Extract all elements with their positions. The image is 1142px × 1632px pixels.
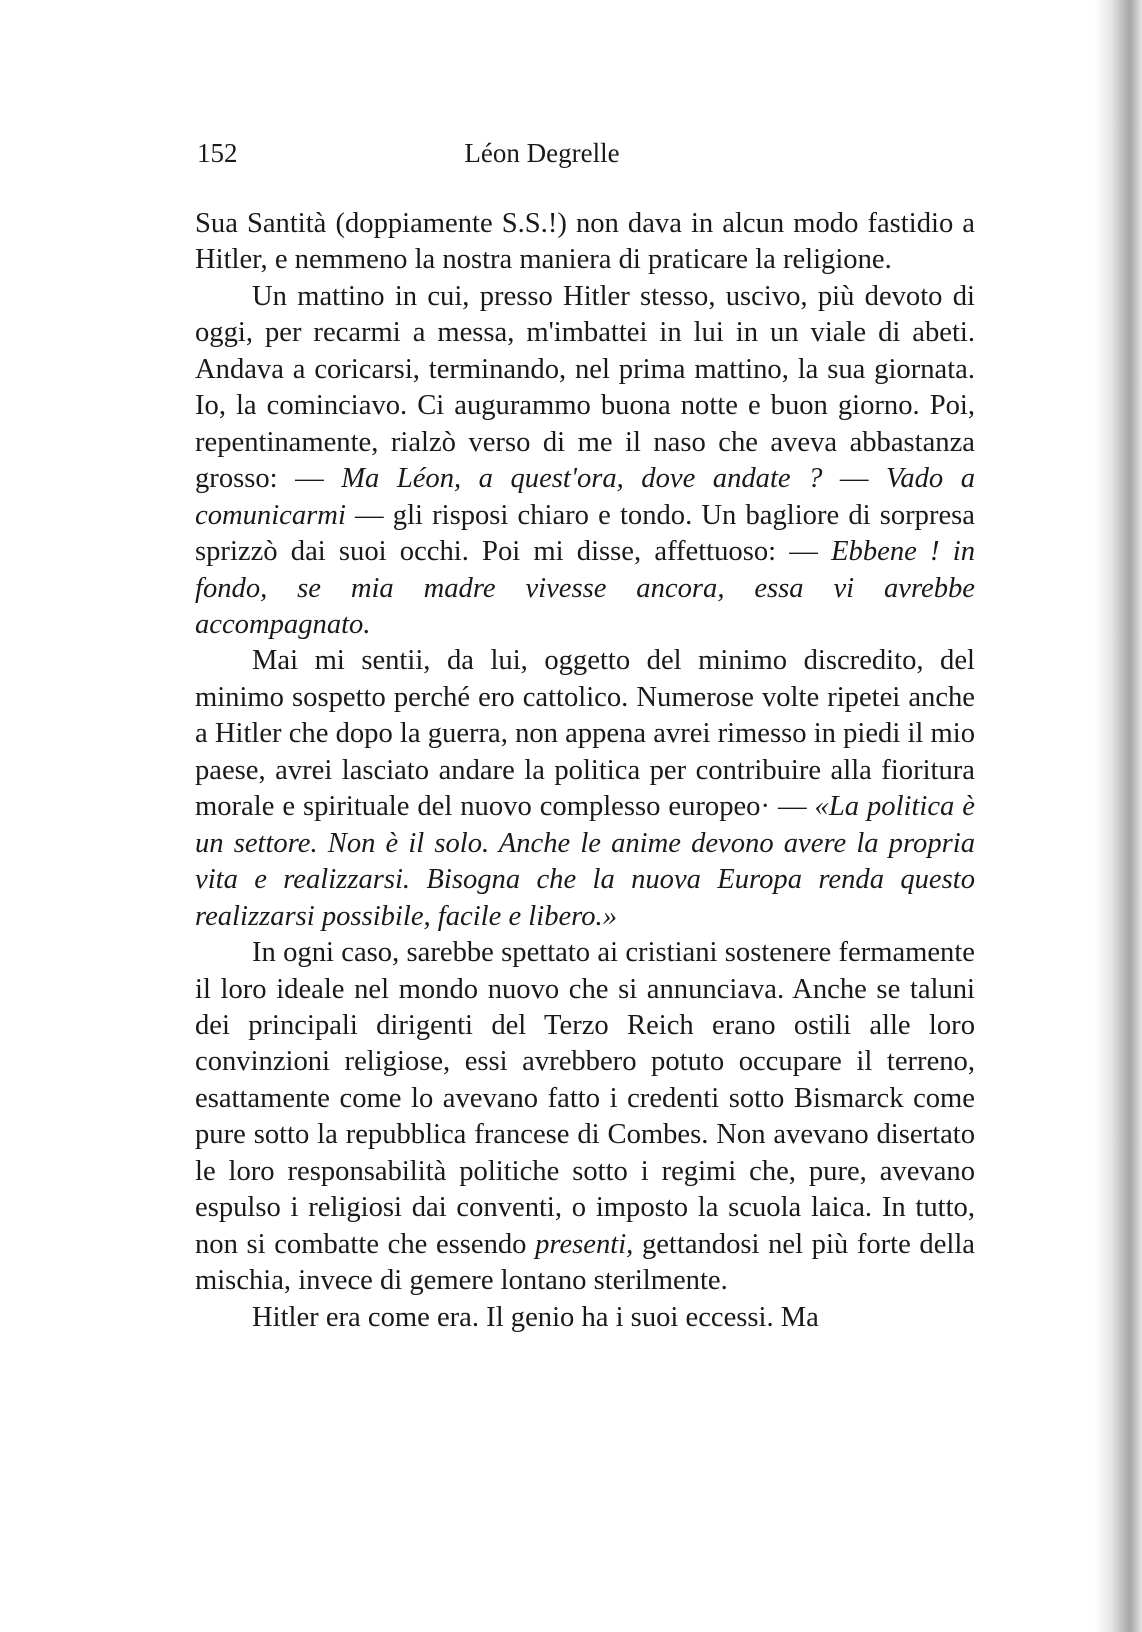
italic-text: Vado a comunicarmi xyxy=(195,463,976,531)
paragraph-5 xyxy=(195,1300,975,1336)
page-header xyxy=(197,138,977,178)
book-spine-shadow xyxy=(1094,0,1142,1632)
text-run: Un mattino in cui, presso Hitler stesso, uscivo, più devoto di oggi, per recarmi a messa, m'imbattei in lui in un viale di abeti. Andava a coricarsi, terminando, nel prima mattino, la sua giornata. Io, la cominciavo. Ci augurammo buona notte e buon giorno. Poi, repentinamente, rialzò verso di me il naso che aveva abbastanza grosso: — xyxy=(195,280,975,495)
text-run: In ogni caso, sarebbe spettato ai cristiani sostenere fermamente il loro ideale nel mondo nuovo che si annunciava. Anche se taluni dei principali dirigenti del Terzo Reich erano ostili alle loro convinzioni religiose, essi avrebbero potuto occupare il terreno, esattamente come lo avevano fatto i credenti sotto Bismarck come pure sotto la repubblica francese di Combes. Non avevano disertato le loro responsabilità politiche sotto i regimi che, pure, avevano espulso i religiosi dai conventi, o imposto la scuola laica. In tutto, non si combatte che essendo xyxy=(195,937,975,1260)
paragraph-3 xyxy=(195,643,975,935)
text-run: gettandosi nel più forte della mischia, invece di gemere lontano sterilmente. xyxy=(195,1228,975,1297)
text-run: Mai mi sentii, da lui, oggetto del minimo discredito, del minimo sospetto perché ero cattolico. Numerose volte ripetei anche a Hitler che dopo la guerra, non appena avrei rimesso in piedi il mio paese, avrei lasciato andare la politica per contribuire alla fioritura morale e spirituale del nuovo complesso europeo· — xyxy=(195,645,975,823)
paragraph-1 xyxy=(195,206,975,279)
italic-text: Ma Léon, a quest'ora, dove andate ? xyxy=(341,463,823,495)
text-run: Sua Santità (doppiamente S.S.!) non dava in alcun modo fastidio a Hitler, e nemmeno la nostra maniera di praticare la religione. xyxy=(195,208,975,276)
running-title: Léon Degrelle xyxy=(464,138,620,168)
paragraph-2 xyxy=(195,279,975,644)
page-number: 152 xyxy=(197,138,238,168)
italic-text: Ebbene ! in fondo, se mia madre vivesse ancora, essa vi avrebbe accompagnato. xyxy=(195,536,975,640)
body-text xyxy=(195,206,975,1336)
text-run: — gli risposi chiaro e tondo. Un bagliore di sorpresa sprizzò dai suoi occhi. Poi mi disse, affettuoso: — xyxy=(195,499,975,568)
italic-text: «La politica è un settore. Non è il solo. Anche le anime devono avere la propria vita e realizzarsi. Bisogna che la nuova Europa renda questo realizzarsi possibile, facile e libero.» xyxy=(195,791,976,932)
text-run: Hitler era come era. Il genio ha i suoi eccessi. Ma xyxy=(252,1301,819,1333)
text-run: — xyxy=(822,463,887,495)
italic-text: presenti, xyxy=(535,1228,634,1260)
paragraph-4 xyxy=(195,935,975,1300)
